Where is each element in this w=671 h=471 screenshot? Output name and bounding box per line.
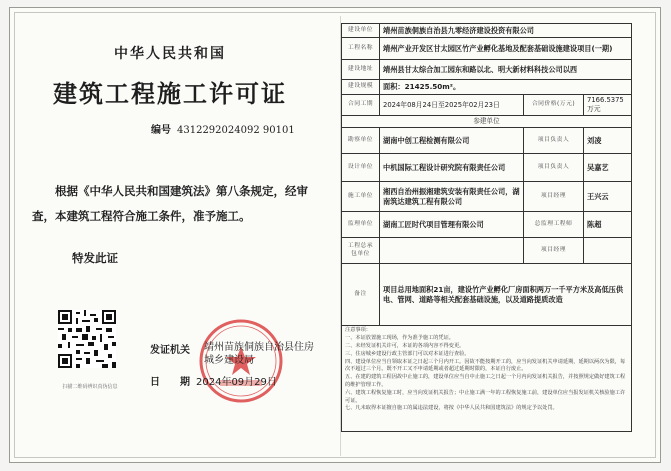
party-person: 吴嘉艺 [584, 154, 632, 182]
table-row [342, 238, 632, 264]
note-item: 一、本证放置施工现场，作为准予施工的凭证。 [345, 335, 454, 342]
number-label: 编号 [151, 125, 171, 136]
issuer-name: 靖州苗族侗族自治县住房城乡建设局 [204, 342, 314, 366]
note-item: 三、住房城乡建设行政主管部门可以对本证进行查验。 [345, 350, 470, 357]
row-value: 靖州苗族侗族自治县九零经济建设投资有限公司 [380, 24, 632, 38]
table-row [342, 212, 632, 238]
date-row [150, 373, 277, 388]
issuer-label: 发证机关 [150, 345, 190, 356]
party-role: 项目经理 [524, 238, 584, 264]
special-note: 特发此证 [72, 251, 118, 265]
party-role: 项目负责人 [524, 128, 584, 154]
row-value: 面积：21425.50m²。 [380, 80, 632, 95]
party-person: 陈超 [584, 212, 632, 238]
row-label: 建设地址 [342, 60, 380, 80]
permit-number [151, 121, 295, 136]
party-role: 总监理工程师 [524, 212, 584, 238]
row-label: 建设规模 [342, 80, 380, 95]
party-label: 施工单位 [342, 182, 380, 212]
row-label: 建设单位 [342, 24, 380, 38]
party-unit: 中机国际工程设计研究院有限责任公司 [380, 154, 524, 182]
country-name: 中华人民共和国 [114, 46, 226, 62]
note-item: 五、在建的建筑工程因故中止施工的，建设单位应当自中止施工之日起一个月内向发证机关报告，并按照规定做好建筑工程的维护管理工作。 [345, 374, 626, 388]
qr-caption: 扫描二维码辨识真伪信息 [62, 384, 118, 390]
party-label: 设计单位 [342, 154, 380, 182]
row-label: 合同价格(万元) [524, 95, 584, 116]
party-person [584, 238, 632, 264]
date-value: 2024年09月29日 [196, 377, 277, 388]
table-row [342, 182, 632, 212]
remarks-value: 项目总用地面积21亩，建设竹产业孵化厂房面积两万一千平方米及高低压供电、管网、道路等相关配套基础设施，以及道路提质改造 [380, 264, 632, 326]
table-row [342, 154, 632, 182]
table-row [342, 60, 632, 80]
party-label: 工程总承包单位 [342, 238, 380, 264]
notes-title: 注意事项： [345, 327, 371, 334]
party-unit: 湖南工匠时代项目管理有限公司 [380, 212, 524, 238]
note-item: 七、凡未取得本证擅自施工的属违法建设，将按《中华人民共和国建筑法》的规定予以处罚。 [345, 405, 558, 412]
party-person: 刘凌 [584, 128, 632, 154]
remarks-label: 备注 [342, 264, 380, 326]
party-label: 监理单位 [342, 212, 380, 238]
party-role: 项目经理 [524, 182, 584, 212]
table-row [342, 95, 632, 116]
table-row [342, 38, 632, 60]
party-label: 勘察单位 [342, 128, 380, 154]
issuer-row [150, 341, 190, 356]
party-person: 王兴云 [584, 182, 632, 212]
row-label: 工程名称 [342, 38, 380, 60]
body-text: 根据《中华人民共和国建筑法》第八条规定，经审查，本建筑工程符合施工条件，准予施工。 [32, 184, 308, 223]
row-value: 靖州县甘太综合加工园东和路以北、明大新材料科技公司以西 [380, 60, 632, 80]
party-unit: 湘西自治州振湘建筑安装有限责任公司，湖南筑达建筑工程有限公司 [380, 182, 524, 212]
notes-cell [342, 326, 632, 432]
permit-detail-table [341, 23, 632, 432]
table-row [342, 24, 632, 38]
row-label: 合同工期 [342, 95, 380, 116]
parties-header: 参建单位 [342, 116, 632, 128]
note-item: 四、建设单位应当自领取本证之日起三个月内开工。因故不能按期开工的，应当向发证机关申请延期，延期以两次为限，每次不超过三个月。既不开工又不申请延期或者超过延期时限的，本证自行废止。 [345, 358, 626, 373]
date-label: 日 期 [150, 377, 190, 388]
table-row [342, 116, 632, 128]
table-row [342, 264, 632, 326]
party-unit [380, 238, 524, 264]
table-row [342, 128, 632, 154]
table-row [342, 326, 632, 432]
contract-period: 2024年08月24日至2025年02月23日 [380, 95, 524, 116]
party-role: 项目负责人 [524, 154, 584, 182]
row-value: 靖州产业开发区甘太园区竹产业孵化基地及配套基础设施建设项目(一期) [380, 38, 632, 60]
note-item: 二、未经发证机关许可，本证的各项内容不得变更。 [345, 342, 465, 349]
table-row [342, 80, 632, 95]
qr-code-icon[interactable] [58, 310, 116, 368]
note-item: 六、建筑工程恢复施工时，应当向发证机关报告；中止施工满一年的工程恢复施工前，建设单位应当报发证机关核验施工许可证。 [345, 389, 626, 404]
permit-title: 建筑工程施工许可证 [53, 80, 287, 108]
party-unit: 湖南中创工程检测有限公司 [380, 128, 524, 154]
number-value: 4312292024092 90101 [177, 125, 295, 136]
contract-price: 7166.5375万元 [584, 95, 632, 116]
